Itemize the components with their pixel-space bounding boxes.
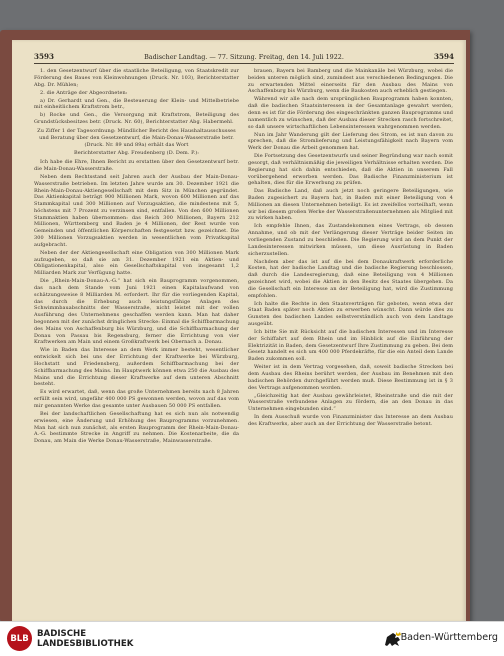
blb-name-line1: BADISCHE: [37, 629, 87, 639]
paragraph: 1. den Gesetzentwurf über die staatliche Beteiligung, von Staatskredit zur Förderung des Baues von Kleinwohnungen (Druck. Nr. 103), Berichterstatter Abg. Dr. Mühlen;: [34, 68, 239, 88]
page-number-right: 3594: [433, 52, 454, 61]
text-columns: [34, 68, 454, 446]
paragraph: a) Dr. Gerhardt und Gen., die Besteuerung der Klein- und Mittelbetriebe mit einheitlichem Kraftstrom betr.,: [34, 97, 239, 111]
paragraph: Nun im Jahr Wanderung gilt der Lieferung des Strom, es ist nun davon zu sprechen, daß die Stromlieferung und Leistungsfähigkeit nach Bayern vom Werk der Donau die Arbeit genommen hat.: [248, 131, 453, 152]
paragraph: Ich bitte Sie mit Rücksicht auf die badischen Interessen und im Interesse der Schiffahrt auf dem Rhein und im Hinblick auf die Einführung der Elektrizität in Baden, dem Gesetzentwurf Ihre Zustimmung zu geben. Bei dem Gesetz handelt es sich um 400 000 Pferdekräfte, für die ein Anteil dem Lande Baden zukommen soll.: [248, 328, 453, 363]
left-column: [34, 68, 239, 446]
page-number-left: 3593: [34, 52, 55, 61]
paragraph: Berichterstatter Abg. Freudenberg (D. Dem. P.):: [73, 150, 200, 157]
paragraph: 2. die Anträge der Abgeordneten:: [40, 89, 128, 96]
paragraph: Bei der landschaftlichen Gesellschaftung hat es sich nun als notwendig erwiesen, eine Änderung und Erhöhung des Bauprogramms vorzunehmen. Man hat sich nun zunächst, als ersten Bauprogramm der Rhein-Main-Donau-A.-G. bestimmte Strecke in Angriff zu nehmen. Die Kostenarbeite, die da Donau, am Main die Werke Donau-Wasserstraße, Mainwasserstraße.: [34, 410, 239, 445]
paragraph: Wie in Baden das Interesse an dem Werk immer besteht, wesentlicher entwickelt sich bei uns der Errichtung der Kraftwerke bei Würzburg, Hochstatt und Friedensberg, außerdem Schiffbarmachung bei der Schiffbarmachung des Mains. Im Hauptwerk können etwa 250 die Ausbau des Mains und die Errichtung dieser Kraftwerke auf dem unteren Abschnitt besteht.: [34, 347, 239, 388]
paragraph: „Gleichzeitig hat der Ausbau gewährleistet, Rheinstraße und die mit der Wasserstraße verbundene Anlagen zu fördern, die an den Donau in das Unternehmen eingebunden sind.“: [248, 392, 453, 413]
right-column: [248, 68, 453, 446]
paragraph: Ich empfehle Ihnen, das Zustandekommen eines Vertrags, ob dessen Annahme, und ob mit der Verlängerung dieser Verträge beider Seiten im vorliegenden Zustand zu beschließen. Die Regierung wird an dem Punkt der Landesinteressen mitwirken müssen, um diese Ausrüstung in Baden sicherzustellen.: [248, 223, 453, 257]
running-header: [34, 52, 454, 64]
scanned-page: [12, 40, 466, 622]
paragraph: In dem Ausschuß wurde von Finanzminister das Interesse an dem Ausbau des Kraftwerks, aber auch an der Errichtung der Wasserstraße betont.: [248, 414, 453, 427]
blb-name-line2: LANDESBIBLIOTHEK: [37, 639, 134, 649]
paragraph: Neben der der Aktiengesellschaft eine Obligation von 300 Millionen Mark aufzugeben, so daß sie am 31. Dezember 1921 ein Aktien- und Obligationenkapital, also ein Gesellschaftskapital von insgesamt 1,2 Milliarden Mark zur Verfügung hatte.: [34, 249, 239, 277]
paragraph: Während wir alle nach dem ursprünglichen Bauprogramm haben konnten, daß die badischen Staatsinteressen in der Gesamtanlage gewahrt werden, denn es ist für die Förderung des eingeschränkten ganzen Bauprogramms und namentlich zu wünschen, daß der Ausbau dieser Strecken rasch fortschreitet, so daß unsere wirtschaftlichen Lebensinteressen wahrgenommen werden.: [248, 96, 453, 130]
paragraph: Nachdem aber das ist auf die bei dem Donaukraftwerk erforderliche Kosten, hat der badische Landtag und die badische Regierung beschlossen, daß durch die Landesregierung, daß eine Beteiligung von 4 Millionen gezeichnet wird, wobei die Aktien in den Besitz des Staates übergehen. Da die Gesellschaft ein Interesse an der Beteiligung hat, wird die Zustimmung empfohlen.: [248, 258, 453, 299]
paragraph: Die Fortsetzung des Gesetzentwurfs und seiner Begründung war nach somit gesorgt, daß verhältnismäßig die jeweiligen Verhältnisse erhalten werden. Die Regierung hat sich dahin entschieden, daß die Aktien in unserem Fall vorübergehend erworben werden. Das Badische Finanzministerium ist gehalten, dies für die Erwerbung zu prüfen.: [248, 153, 453, 187]
paragraph: Neben dem Rechtsstand seit Jahren auch der Ausbau der Main-Donau-Wasserstraße betrieben. Im letzten Jahre wurde am 30. Dezember 1921 die Rhein-Main-Donau-Aktiengesellschaft mit dem Sitz in München gegründet. Das Aktienkapital beträgt 900 Millionen Mark, wovon 600 Millionen auf das Stammkapital und 300 Millionen auf Vorzugsaktien, die mindestens mit 5, höchstens mit 7 Prozent zu verzinsen sind, entfallen. Von den 600 Millionen Stammaktien haben übernommen: das Reich 300 Millionen, Bayern 212 Millionen, Württemberg und Baden je 4 Millionen, der Rest wurde von Gemeinden und öffentlichen Körperschaften festgesetzt bzw. gezeichnet. Die 300 Millionen Vorzugsaktien werden in wesentlichen vom Privatkapital aufgebracht.: [34, 173, 239, 248]
paragraph: b) Rocke und Gen., die Versorgung mit Kraftstrom, Beteiligung des Grundstücksbesitzes betr. (Druck. Nr. 60), Berichterstatter Abg. Habermehl.: [34, 112, 239, 126]
page-content: [34, 52, 454, 616]
blb-logo-icon: BLB: [7, 626, 32, 651]
paragraph: Es wird erwartet, daß, wenn das große Unternehmen bereits nach 8 Jahren erfüllt sein wird, ungefähr 400 000 PS gewonnen werden, wovon auf das vom mir genannten Werke das gesamte unter Ausbauen 50 000 PS entfallen.: [34, 389, 239, 409]
paragraph: Ich habe die Ehre, Ihnen Bericht zu erstatten über den Gesetzentwurf betr. die Main-Donau-Wasserstraße.: [34, 159, 239, 172]
paragraph: Die „Rhein-Main-Donau-A.-G.“ hat sich ein Bauprogramm vorgenommen, das nach dem Stande vom Juni 1921 einen Kapitalaufwand von schätzungsweise 8 Milliarden M. erfordert. Ihr für die vorliegenden Kapital, das durch die Erhebung auch leistungsfähige Anlagen des Schwimmbauabschnitts der Wasserstraße, nicht leistet mit der vollen Ausführung des Unternehmens geschaffen werden kann. Man hat daher begonnen mit der zunächst dringlichen Strecke: Einmal die Schiffbarmachung des Mains von Aschaffenburg bis Würzburg, und die Schiffbarmachung der Donau von Passau bis Regensburg, ferner die Errichtung von vier Kraftwerken am Main und einem Großkraftwerk bei Obernach a. Donau.: [34, 278, 239, 346]
state-name: Baden-Württemberg: [400, 632, 498, 643]
library-footer-bar: [0, 621, 504, 656]
paragraph: Zu Ziffer 1 der Tagesordnung: Mündlicher Bericht des Haushaltausschusses und Beratung über den Gesetzentwurf, die Main-Donau-Wasserstraße betr. (Druck. Nr. 89 und 89a) erhält das Wort: [37, 127, 236, 148]
paragraph: Weiter ist in dem Vertrag vorgesehen, daß, soweit badische Strecken bei dem Ausbau des Rheins berührt werden, der Ausbau im Benehmen mit den badischen Behörden durchgeführt werden muß. Diese Bestimmung ist in § 3 des Vertrags aufgenommen worden.: [248, 364, 453, 391]
paragraph: Das Badische Land, daß auch jetzt noch geringere Beteiligungen, wie Baden zugesichert zu Bayern hat, in Baden mit einer Beteiligung von 4 Millionen an diesen Unternehmen beteiligt. Es ist zweifellos vorteilhaft, wenn wir bei diesem großen Werke der Wasserstraßenunternehmen als Mitglied mit zu wirken haben.: [248, 188, 453, 222]
blb-library-name: [37, 629, 133, 649]
running-title: Badischer Landtag. — 77. Sitzung. Freitag, den 14. Juli 1922.: [144, 53, 344, 61]
paragraph: Ich halte die Rechte in den Staatsverträgen für geboten, wenn etwa der Staat Baden später noch Aktien zu erwerben wünscht. Dann würde dies zu Gunsten des badischen Landes selbstverständlich auch von dem Landtage ausgeübt.: [248, 300, 453, 327]
paragraph: brauen, Bayern bei Bamberg und die Mainkanäle bei Würzburg, wobei die beiden unteren möglich sind, zumindest aus verschiedenen Bedingungen. Die zu erwartenden Mittel einerseits für den Ausbau des Mains von Aschaffenburg bis Würzburg, wenn die Baukosten auch erheblich gestiegen.: [248, 68, 453, 95]
